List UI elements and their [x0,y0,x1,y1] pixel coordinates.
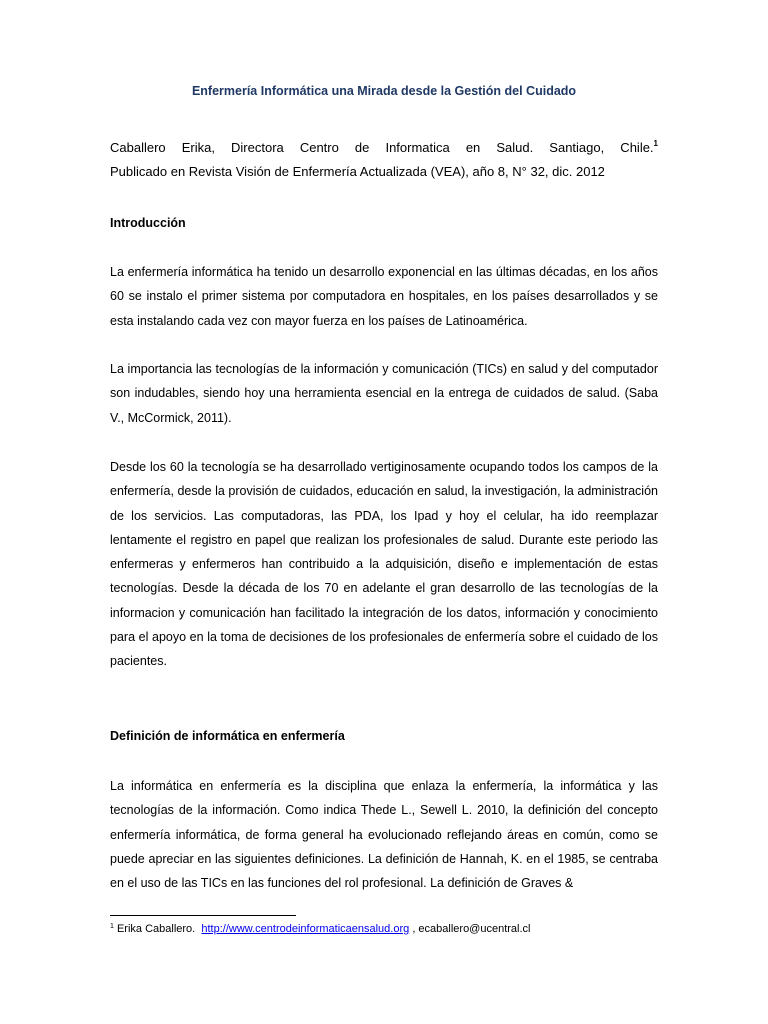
paragraph-intro-3: Desde los 60 la tecnología se ha desarrollado vertiginosamente ocupando todos los campos de la enfermería, desde la provisión de cuidados, educación en salud, la investigación, la administración de los servicios. Las computadoras, las PDA, los Ipad y hoy el celular, ha ido reemplazar lentamente el registro en papel que realizan los profesionales de salud. Durante este periodo las enfermeras y enfermeros han contribuido a la adquisición, diseño e implementación de estas tecnologías. Desde la década de los 70 en adelante el gran desarrollo de las tecnologías de la informacion y comunicación han facilitado la integración de los datos, información y conocimiento para el apoyo en la toma de decisiones de los profesionales de enfermería sobre el cuidado de los pacientes. [110,460,658,669]
paragraph-intro-2: La importancia las tecnologías de la información y comunicación (TICs) en salud y del computador son indudables, siendo hoy una herramienta esencial en la entrega de cuidados de salud. (Saba V., McCormick, 2011). [110,362,658,425]
paragraph-def-1: La informática en enfermería es la disciplina que enlaza la enfermería, la informática y las tecnologías de la información. Como indica Thede L., Sewell L. 2010, la definición del concepto enfermería informática, de forma general ha evolucionado reflejando áreas en común, como se puede apreciar en las siguientes definiciones. La definición de Hannah, K. en el 1985, se centraba en el uso de las TICs en las funciones del rol profesional. La definición de Graves & [110,779,658,891]
author-line [110,136,658,160]
footnote-marker: 1 [110,923,114,930]
footnote-name: Erika Caballero. [116,923,196,935]
heading-introduccion: Introducción [110,216,186,230]
author-text: Caballero Erika, Directora Centro de Informatica en Salud. Santiago, Chile. [110,140,654,155]
document-title: Enfermería Informática una Mirada desde la Gestión del Cuidado [191,84,577,98]
author-block [110,136,658,184]
footnote [110,922,658,936]
footnote-divider [110,915,296,916]
footnote-email: , ecaballero@ucentral.cl [412,923,531,935]
footnote-link[interactable]: http://www.centrodeinformaticaensalud.org [201,923,410,935]
paragraph-intro-1: La enfermería informática ha tenido un desarrollo exponencial en las últimas décadas, en los años 60 se instalo el primer sistema por computadora en hospitales, en los países desarrollados y se esta instalando cada vez con mayor fuerza en los países de Latinoamérica. [110,265,658,328]
heading-definicion: Definición de informática en enfermería [110,729,345,743]
publication-line: Publicado en Revista Visión de Enfermería Actualizada (VEA), año 8, N° 32, dic. 2012 [110,164,605,179]
footnote-ref: 1 [653,139,658,148]
